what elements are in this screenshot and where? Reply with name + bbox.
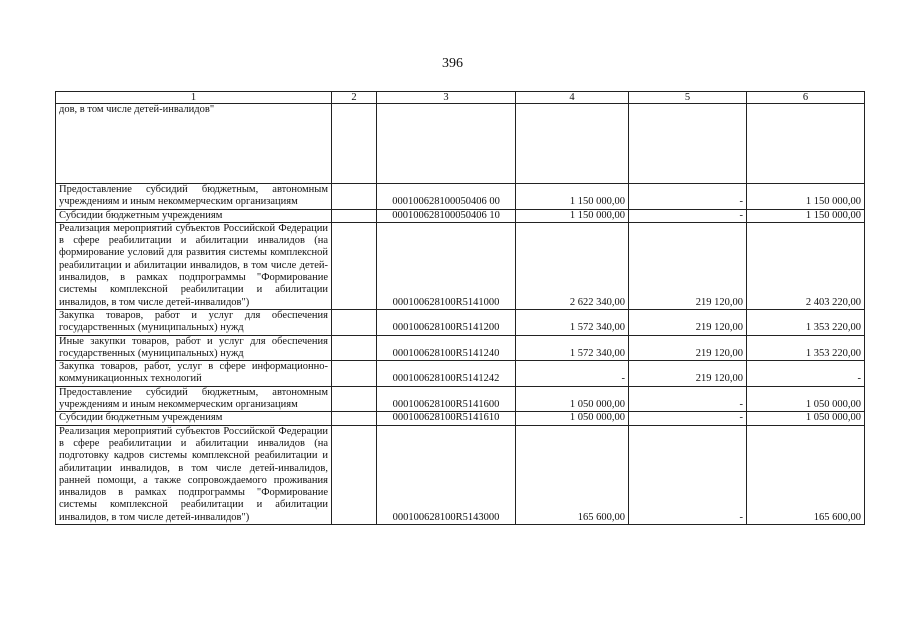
row-code: 000100628100R5141610 (377, 412, 516, 425)
row-result: 1 353 220,00 (747, 335, 865, 361)
row-total: 1 050 000,00 (516, 386, 629, 412)
row-code: 000100628100R5141200 (377, 309, 516, 335)
table-row (56, 425, 865, 524)
row-name: Предоставление субсидий бюджетным, автономным учреждениям и иным некоммерческим организациям (56, 184, 332, 210)
row-result: 165 600,00 (747, 425, 865, 524)
row-result: 2 403 220,00 (747, 222, 865, 309)
column-number-1: 1 (56, 92, 332, 104)
row-total: 1 572 340,00 (516, 309, 629, 335)
column-number-3: 3 (377, 92, 516, 104)
row-col2 (332, 209, 377, 222)
table-row (56, 335, 865, 361)
row-code: 000100628100R5143000 (377, 425, 516, 524)
column-number-6: 6 (747, 92, 865, 104)
row-code: 000100628100050406 00 (377, 184, 516, 210)
row-result: 1 150 000,00 (747, 209, 865, 222)
row-name: дов, в том числе детей-инвалидов" (56, 104, 332, 184)
row-change: - (629, 412, 747, 425)
row-change: 219 120,00 (629, 335, 747, 361)
row-change: - (629, 425, 747, 524)
table-header-row (56, 92, 865, 104)
column-number-5: 5 (629, 92, 747, 104)
row-code: 000100628100R5141240 (377, 335, 516, 361)
row-name: Предоставление субсидий бюджетным, автономным учреждениям и иным некоммерческим организациям (56, 386, 332, 412)
row-change: - (629, 386, 747, 412)
row-result: 1 353 220,00 (747, 309, 865, 335)
row-code: 000100628100050406 10 (377, 209, 516, 222)
table-row (56, 222, 865, 309)
row-result: 1 050 000,00 (747, 412, 865, 425)
row-result: - (747, 361, 865, 387)
row-name: Закупка товаров, работ, услуг в сфере информационно-коммуникационных технологий (56, 361, 332, 387)
table-row (56, 209, 865, 222)
row-result: 1 050 000,00 (747, 386, 865, 412)
row-col2 (332, 222, 377, 309)
row-change: - (629, 184, 747, 210)
table-row (56, 104, 865, 184)
table-row (56, 386, 865, 412)
row-name: Иные закупки товаров, работ и услуг для обеспечения государственных (муниципальных) нужд (56, 335, 332, 361)
row-code: 000100628100R5141000 (377, 222, 516, 309)
row-name: Закупка товаров, работ и услуг для обеспечения государственных (муниципальных) нужд (56, 309, 332, 335)
row-code: 000100628100R5141242 (377, 361, 516, 387)
row-code (377, 104, 516, 184)
row-name: Субсидии бюджетным учреждениям (56, 412, 332, 425)
row-code: 000100628100R5141600 (377, 386, 516, 412)
row-col2 (332, 361, 377, 387)
table-row (56, 361, 865, 387)
row-name: Реализация мероприятий субъектов Российской Федерации в сфере реабилитации и абилитации инвалидов (на формирование условий для развития системы комплексной реабилитации и абилитации инвалидов, в том числе детей-инвалидов, в рамках подпрограммы "Формирование системы комплексной реабилитации и абилитации инвалидов, в том числе детей-инвалидов") (56, 222, 332, 309)
row-result (747, 104, 865, 184)
row-total: - (516, 361, 629, 387)
row-total: 1 572 340,00 (516, 335, 629, 361)
table-row (56, 309, 865, 335)
column-number-4: 4 (516, 92, 629, 104)
row-change: 219 120,00 (629, 222, 747, 309)
row-col2 (332, 184, 377, 210)
row-name: Реализация мероприятий субъектов Российской Федерации в сфере реабилитации и абилитации инвалидов (на подготовку кадров системы комплексной реабилитации и абилитации инвалидов, в том числе детей-инвалидов, ранней помощи, а также сопровождаемого проживания инвалидов в рамках подпрограммы "Формирование системы комплексной реабилитации и абилитации инвалидов, в том числе детей-инвалидов") (56, 425, 332, 524)
row-col2 (332, 309, 377, 335)
row-col2 (332, 386, 377, 412)
row-total: 1 150 000,00 (516, 184, 629, 210)
row-total (516, 104, 629, 184)
row-name: Субсидии бюджетным учреждениям (56, 209, 332, 222)
row-total: 1 050 000,00 (516, 412, 629, 425)
column-number-2: 2 (332, 92, 377, 104)
row-col2 (332, 412, 377, 425)
row-result: 1 150 000,00 (747, 184, 865, 210)
row-col2 (332, 335, 377, 361)
row-col2 (332, 104, 377, 184)
row-change (629, 104, 747, 184)
row-col2 (332, 425, 377, 524)
row-total: 165 600,00 (516, 425, 629, 524)
row-change: - (629, 209, 747, 222)
row-total: 2 622 340,00 (516, 222, 629, 309)
budget-table (55, 91, 865, 525)
row-change: 219 120,00 (629, 309, 747, 335)
table-row (56, 412, 865, 425)
row-total: 1 150 000,00 (516, 209, 629, 222)
table-row (56, 184, 865, 210)
page-number: 396 (442, 56, 463, 71)
row-change: 219 120,00 (629, 361, 747, 387)
